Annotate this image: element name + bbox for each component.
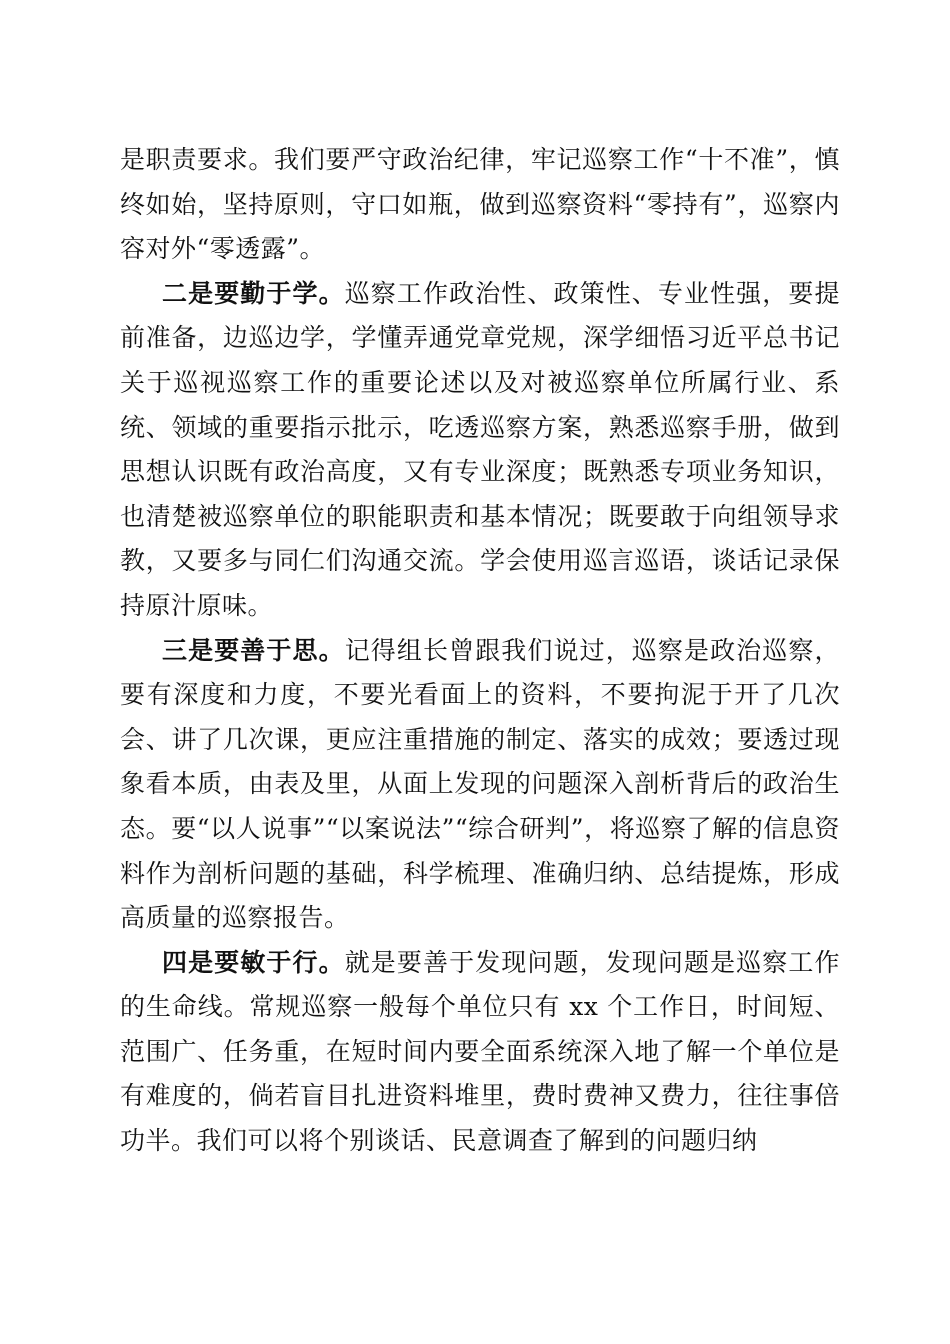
paragraph-lead: 三是要善于思。 bbox=[162, 635, 345, 665]
paragraph-act bbox=[120, 941, 840, 1164]
document-body bbox=[120, 138, 840, 1164]
paragraph-think bbox=[120, 629, 840, 941]
paragraph-continuation bbox=[120, 138, 840, 272]
paragraph-text: 巡察工作政治性、政策性、专业性强，要提前准备，边巡边学，学懂弄通党章党规，深学细悟习近平总书记关于巡视巡察工作的重要论述以及对被巡察单位所属行业、系统、领域的重要指示批示，吃透巡察方案，熟悉巡察手册，做到思想认识既有政治高度，又有专业深度；既熟悉专项业务知识，也清楚被巡察单位的职能职责和基本情况；既要敢于向组领导求教，又要多与同仁们沟通交流。学会使用巡言巡语，谈话记录保持原汁原味。 bbox=[120, 278, 840, 620]
paragraph-text: 是职责要求。我们要严守政治纪律，牢记巡察工作“十不准”，慎终如始，坚持原则，守口如瓶，做到巡察资料“零持有”，巡察内容对外“零透露”。 bbox=[120, 145, 840, 264]
paragraph-lead: 二是要勤于学。 bbox=[162, 278, 345, 308]
paragraph-text: 记得组长曾跟我们说过，巡察是政治巡察，要有深度和力度，不要光看面上的资料，不要拘泥于开了几次会、讲了几次课，更应注重措施的制定、落实的成效；要透过现象看本质，由表及里，从面上发现的问题深入剖析背后的政治生态。要“以人说事”“以案说法”“综合研判”，将巡察了解的信息资料作为剖析问题的基础，科学梳理、准确归纳、总结提炼，形成高质量的巡察报告。 bbox=[120, 635, 840, 933]
paragraph-study bbox=[120, 272, 840, 629]
paragraph-lead: 四是要敏于行。 bbox=[162, 947, 345, 977]
paragraph-text: 就是要善于发现问题，发现问题是巡察工作的生命线。常规巡察一般每个单位只有 xx 个工作日，时间短、范围广、任务重，在短时间内要全面系统深入地了解一个单位是有难度的，倘若盲目扎进资料堆里，费时费神又费力，往往事倍功半。我们可以将个别谈话、民意调查了解到的问题归纳 bbox=[120, 947, 840, 1156]
